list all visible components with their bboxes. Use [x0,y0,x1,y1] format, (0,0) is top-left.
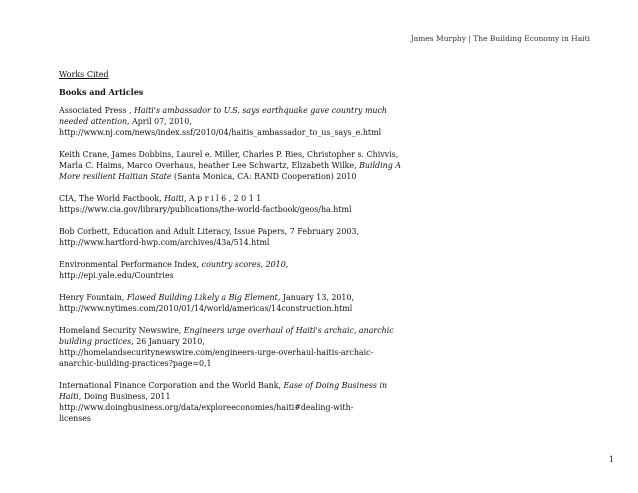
entry-title-text: Haiti, [59,392,82,401]
entry-text: https://www.cia.gov/library/publications/the-world-factbook/geos/ha.html [59,205,352,214]
entry-line [59,325,394,336]
running-header: James Murphy | The Building Economy in Haiti [410,34,590,43]
entry-line [59,127,389,138]
entry-title-text: Haiti's ambassador to U.S. says earthquake gave country much [133,106,388,115]
entry-text: Environmental Performance Index, [59,260,202,269]
works-cited-content [59,69,401,435]
entry-line [59,259,389,270]
entry-text: licenses [59,414,91,423]
entry-text: A p r i l 6 , 2 0 1 1 [186,194,262,203]
entry-line [59,358,389,369]
entry-text: Bob Corbett, Education and Adult Literacy, Issue Papers, 7 February 2003, [59,227,359,236]
entry-line [59,149,399,160]
bibliography-entry [59,380,389,424]
entry-text: 26 January 2010, [133,337,205,346]
entry-line [59,303,389,314]
entry-text: Marla C. Haims, Marco Overhaus, heather Lee Schwartz, Elizabeth Wilke, [59,161,360,170]
entry-line [59,413,389,424]
entry-title-text: building practices, [59,337,134,346]
bibliography-entry [59,193,389,215]
entry-title-text: Engineers urge overhaul of Haiti's archaic, anarchic [183,326,394,335]
entry-line [59,380,389,391]
entry-text: , April 07, 2010, [127,117,192,126]
entry-text: http://www.nj.com/news/index.ssf/2010/04/haitis_ambassador_to_us_says_e.html [59,128,382,137]
bibliography-entry [59,259,389,281]
entry-text: http://epi.yale.edu/Countries [59,271,174,280]
entry-title-text: Ease of Doing Business in [283,381,388,390]
entry-line [59,105,389,116]
entry-text: Doing Business, 2011 [81,392,171,401]
entry-line [59,160,401,171]
entry-text: Keith Crane, James Dobbins, Laurel e. Miller, Charles P. Ries, Christopher s. Chivvis, [59,150,399,159]
entry-title-text: needed attention [59,117,128,126]
entry-line [59,391,389,402]
entry-line [59,116,389,127]
bibliography-list [59,105,401,424]
section-title: Books and Articles [59,87,144,97]
entry-line [59,204,389,215]
entry-title-text: More resilient Haitian State [59,172,172,181]
entry-text: http://www.doingbusiness.org/data/exploreeconomies/haiti#dealing-with- [59,403,354,412]
bibliography-entry [59,226,389,248]
entry-text: anarchic-building-practices?page=0,1 [59,359,212,368]
entry-line [59,193,389,204]
bibliography-entry [59,105,389,138]
page-number: 1 [608,455,614,464]
entry-line [59,226,389,237]
entry-title-text: Haiti, [164,194,187,203]
entry-text: (Santa Monica, CA: RAND Cooperation) 2010 [171,172,357,181]
entry-line [59,292,389,303]
entry-text: Henry Fountain, [59,293,127,302]
works-cited-heading: Works Cited [59,70,109,79]
entry-text: http://homelandsecuritynewswire.com/engineers-urge-overhaul-haitis-archaic- [59,348,374,357]
entry-line [59,402,389,413]
entry-text: http://www.hartford-hwp.com/archives/43a/514.html [59,238,270,247]
entry-title-text: Building A [359,161,401,170]
entry-text: International Finance Corporation and the World Bank, [59,381,284,390]
entry-text: Associated Press , [59,106,134,115]
bibliography-entry [59,149,401,182]
entry-text: CIA, The World Factbook, [59,194,165,203]
entry-text: Homeland Security Newswire, [59,326,184,335]
entry-line [59,270,389,281]
entry-line [59,171,389,182]
entry-text: http://www.nytimes.com/2010/01/14/world/americas/14construction.html [59,304,353,313]
entry-line [59,336,389,347]
entry-title-text: Flawed Building Likely a Big Element, [126,293,281,302]
entry-line [59,347,389,358]
entry-title-text: country scores, 2010, [201,260,289,269]
bibliography-entry [59,292,389,314]
entry-text: January 13, 2010, [280,293,354,302]
entry-line [59,237,389,248]
bibliography-entry [59,325,394,369]
